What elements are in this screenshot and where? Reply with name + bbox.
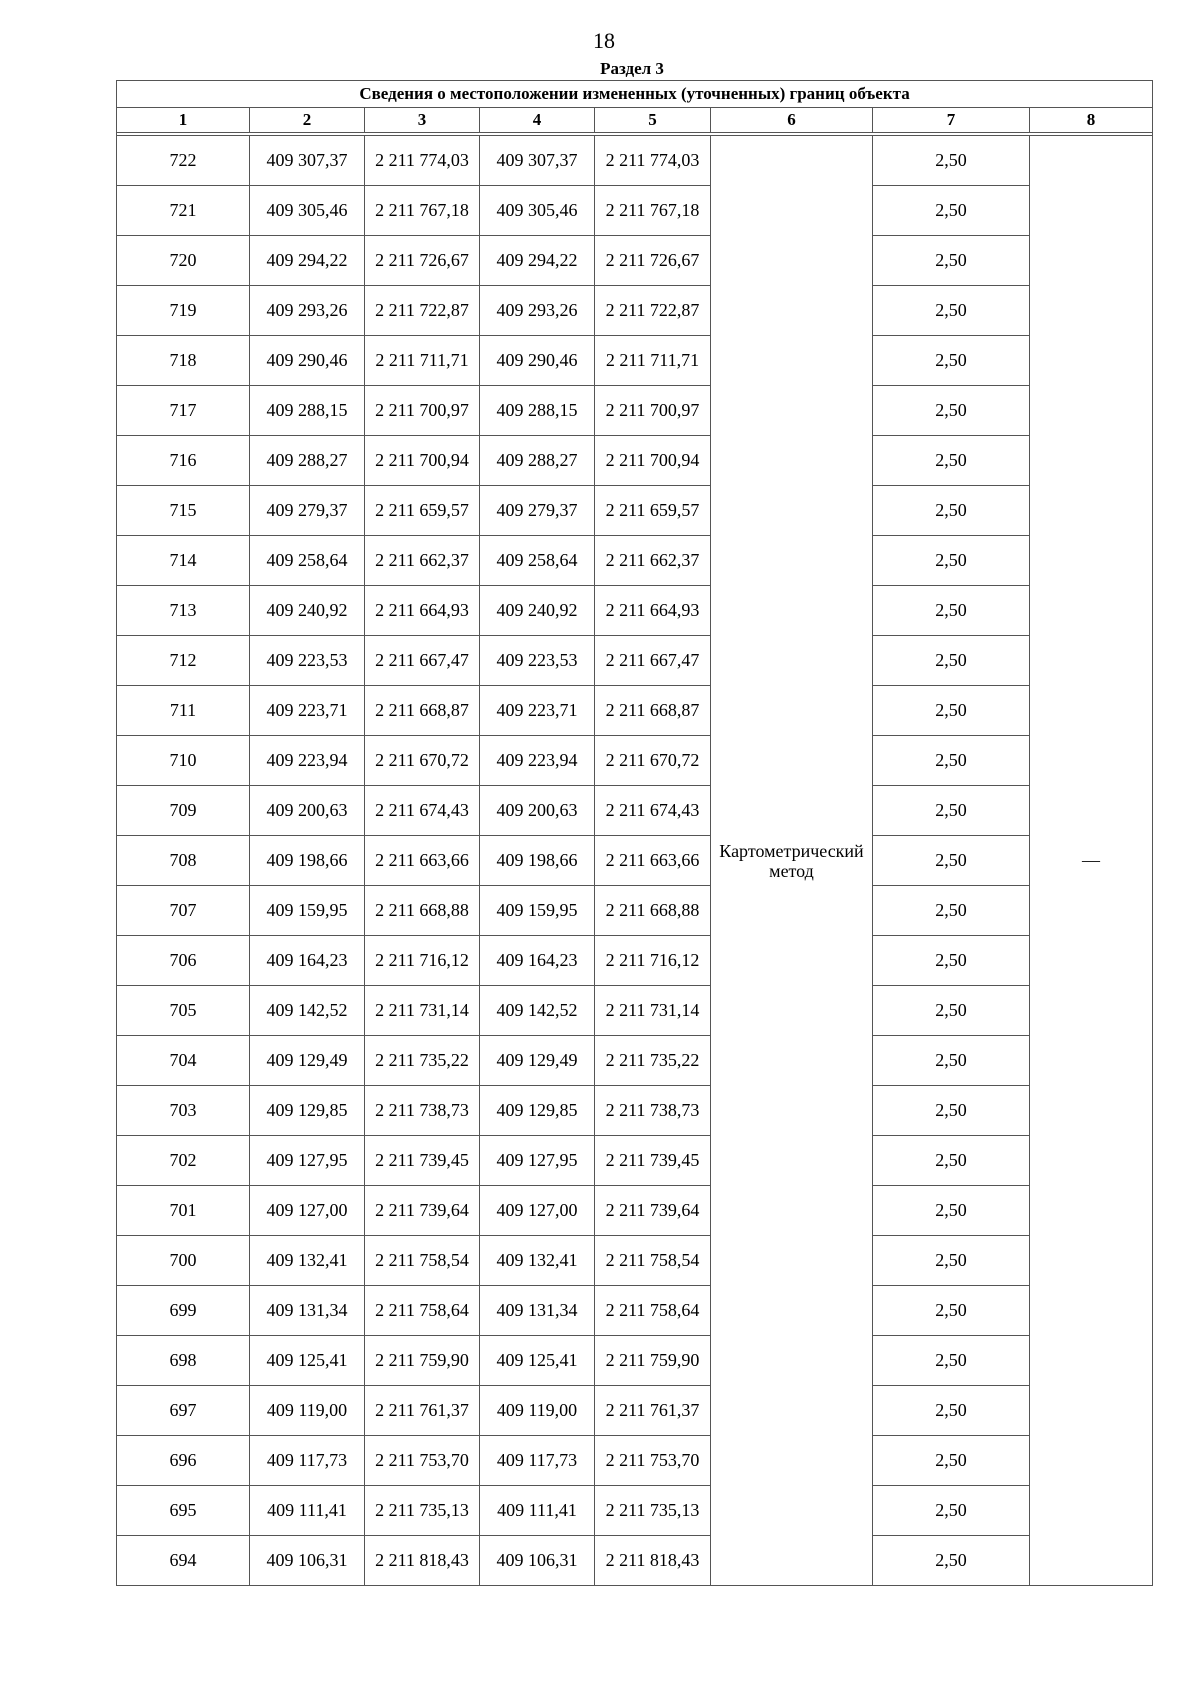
accuracy-cell: 2,50	[873, 1286, 1030, 1336]
y-existing-cell: 2 211 767,18	[365, 186, 480, 236]
x-existing-cell: 409 125,41	[250, 1336, 365, 1386]
accuracy-cell: 2,50	[873, 336, 1030, 386]
y-existing-cell: 2 211 758,64	[365, 1286, 480, 1336]
y-existing-cell: 2 211 738,73	[365, 1086, 480, 1136]
table-row	[117, 536, 1153, 586]
table-row	[117, 736, 1153, 786]
x-existing-cell: 409 240,92	[250, 586, 365, 636]
y-existing-cell: 2 211 662,37	[365, 536, 480, 586]
x-new-cell: 409 119,00	[480, 1386, 595, 1436]
x-existing-cell: 409 119,00	[250, 1386, 365, 1436]
accuracy-cell: 2,50	[873, 1086, 1030, 1136]
x-new-cell: 409 223,71	[480, 686, 595, 736]
y-new-cell: 2 211 700,97	[595, 386, 711, 436]
accuracy-cell: 2,50	[873, 286, 1030, 336]
point-number-cell: 711	[117, 686, 250, 736]
point-number-cell: 720	[117, 236, 250, 286]
y-new-cell: 2 211 761,37	[595, 1386, 711, 1436]
x-new-cell: 409 258,64	[480, 536, 595, 586]
accuracy-cell: 2,50	[873, 786, 1030, 836]
table-row	[117, 1286, 1153, 1336]
table-row	[117, 936, 1153, 986]
x-new-cell: 409 127,00	[480, 1186, 595, 1236]
point-number-cell: 694	[117, 1536, 250, 1586]
column-header: 3	[365, 108, 480, 133]
x-new-cell: 409 159,95	[480, 886, 595, 936]
point-number-cell: 718	[117, 336, 250, 386]
x-existing-cell: 409 131,34	[250, 1286, 365, 1336]
y-new-cell: 2 211 735,13	[595, 1486, 711, 1536]
x-new-cell: 409 223,53	[480, 636, 595, 686]
accuracy-cell: 2,50	[873, 736, 1030, 786]
y-new-cell: 2 211 670,72	[595, 736, 711, 786]
table-row	[117, 1536, 1153, 1586]
y-new-cell: 2 211 659,57	[595, 486, 711, 536]
y-existing-cell: 2 211 667,47	[365, 636, 480, 686]
table-row	[117, 1036, 1153, 1086]
page-number: 18	[593, 28, 615, 53]
table-row	[117, 686, 1153, 736]
y-new-cell: 2 211 731,14	[595, 986, 711, 1036]
y-existing-cell: 2 211 726,67	[365, 236, 480, 286]
table-row	[117, 1136, 1153, 1186]
y-existing-cell: 2 211 753,70	[365, 1436, 480, 1486]
point-number-cell: 706	[117, 936, 250, 986]
accuracy-cell: 2,50	[873, 586, 1030, 636]
accuracy-cell: 2,50	[873, 686, 1030, 736]
table-row	[117, 286, 1153, 336]
x-existing-cell: 409 129,85	[250, 1086, 365, 1136]
table-row	[117, 1486, 1153, 1536]
y-existing-cell: 2 211 774,03	[365, 136, 480, 186]
x-new-cell: 409 164,23	[480, 936, 595, 986]
x-new-cell: 409 240,92	[480, 586, 595, 636]
point-number-cell: 705	[117, 986, 250, 1036]
y-existing-cell: 2 211 711,71	[365, 336, 480, 386]
table-row	[117, 436, 1153, 486]
y-new-cell: 2 211 739,64	[595, 1186, 711, 1236]
y-new-cell: 2 211 758,64	[595, 1286, 711, 1336]
x-existing-cell: 409 106,31	[250, 1536, 365, 1586]
accuracy-cell: 2,50	[873, 186, 1030, 236]
point-number-cell: 722	[117, 136, 250, 186]
point-number-cell: 696	[117, 1436, 250, 1486]
y-new-cell: 2 211 774,03	[595, 136, 711, 186]
y-new-cell: 2 211 735,22	[595, 1036, 711, 1086]
column-header: 2	[250, 108, 365, 133]
point-number-cell: 702	[117, 1136, 250, 1186]
y-existing-cell: 2 211 668,87	[365, 686, 480, 736]
x-existing-cell: 409 159,95	[250, 886, 365, 936]
x-existing-cell: 409 279,37	[250, 486, 365, 536]
accuracy-cell: 2,50	[873, 1186, 1030, 1236]
x-new-cell: 409 111,41	[480, 1486, 595, 1536]
point-number-cell: 714	[117, 536, 250, 586]
accuracy-cell: 2,50	[873, 636, 1030, 686]
point-number-cell: 704	[117, 1036, 250, 1086]
x-existing-cell: 409 293,26	[250, 286, 365, 336]
x-new-cell: 409 294,22	[480, 236, 595, 286]
x-new-cell: 409 279,37	[480, 486, 595, 536]
table-row	[117, 1436, 1153, 1486]
table-row	[117, 886, 1153, 936]
x-new-cell: 409 288,15	[480, 386, 595, 436]
point-number-cell: 701	[117, 1186, 250, 1236]
y-existing-cell: 2 211 739,45	[365, 1136, 480, 1186]
y-new-cell: 2 211 711,71	[595, 336, 711, 386]
x-existing-cell: 409 290,46	[250, 336, 365, 386]
y-existing-cell: 2 211 668,88	[365, 886, 480, 936]
point-number-cell: 719	[117, 286, 250, 336]
accuracy-cell: 2,50	[873, 1036, 1030, 1086]
x-existing-cell: 409 200,63	[250, 786, 365, 836]
y-new-cell: 2 211 767,18	[595, 186, 711, 236]
accuracy-cell: 2,50	[873, 386, 1030, 436]
x-new-cell: 409 125,41	[480, 1336, 595, 1386]
y-new-cell: 2 211 668,88	[595, 886, 711, 936]
accuracy-cell: 2,50	[873, 236, 1030, 286]
x-new-cell: 409 293,26	[480, 286, 595, 336]
table-row	[117, 986, 1153, 1036]
accuracy-cell: 2,50	[873, 136, 1030, 186]
point-number-cell: 708	[117, 836, 250, 886]
x-new-cell: 409 129,85	[480, 1086, 595, 1136]
table-row	[117, 236, 1153, 286]
accuracy-cell: 2,50	[873, 1386, 1030, 1436]
point-number-cell: 713	[117, 586, 250, 636]
table-row	[117, 186, 1153, 236]
table-row	[117, 636, 1153, 686]
x-new-cell: 409 127,95	[480, 1136, 595, 1186]
point-number-cell: 709	[117, 786, 250, 836]
point-number-cell: 697	[117, 1386, 250, 1436]
x-existing-cell: 409 142,52	[250, 986, 365, 1036]
y-existing-cell: 2 211 735,22	[365, 1036, 480, 1086]
x-new-cell: 409 142,52	[480, 986, 595, 1036]
column-header: 7	[873, 108, 1030, 133]
point-number-cell: 712	[117, 636, 250, 686]
accuracy-cell: 2,50	[873, 486, 1030, 536]
y-new-cell: 2 211 700,94	[595, 436, 711, 486]
y-new-cell: 2 211 667,47	[595, 636, 711, 686]
x-existing-cell: 409 258,64	[250, 536, 365, 586]
x-existing-cell: 409 127,00	[250, 1186, 365, 1236]
x-new-cell: 409 305,46	[480, 186, 595, 236]
x-existing-cell: 409 305,46	[250, 186, 365, 236]
point-number-cell: 703	[117, 1086, 250, 1136]
x-existing-cell: 409 111,41	[250, 1486, 365, 1536]
y-existing-cell: 2 211 735,13	[365, 1486, 480, 1536]
accuracy-cell: 2,50	[873, 536, 1030, 586]
point-number-cell: 716	[117, 436, 250, 486]
point-number-cell: 707	[117, 886, 250, 936]
y-existing-cell: 2 211 664,93	[365, 586, 480, 636]
table-caption: Сведения о местоположении измененных (уточненных) границ объекта	[117, 81, 1153, 108]
y-new-cell: 2 211 818,43	[595, 1536, 711, 1586]
table-row	[117, 136, 1153, 186]
accuracy-cell: 2,50	[873, 1536, 1030, 1586]
accuracy-cell: 2,50	[873, 1436, 1030, 1486]
x-existing-cell: 409 288,27	[250, 436, 365, 486]
x-existing-cell: 409 288,15	[250, 386, 365, 436]
accuracy-cell: 2,50	[873, 436, 1030, 486]
method-cell: Картометрический метод	[711, 136, 873, 1586]
table-body	[117, 136, 1153, 1586]
table-row	[117, 486, 1153, 536]
table-row	[117, 1186, 1153, 1236]
y-existing-cell: 2 211 674,43	[365, 786, 480, 836]
accuracy-cell: 2,50	[873, 936, 1030, 986]
column-header: 4	[480, 108, 595, 133]
column-header: 5	[595, 108, 711, 133]
y-new-cell: 2 211 722,87	[595, 286, 711, 336]
point-number-cell: 698	[117, 1336, 250, 1386]
boundary-coordinates-table	[116, 80, 1153, 1586]
y-existing-cell: 2 211 758,54	[365, 1236, 480, 1286]
table-row	[117, 836, 1153, 886]
x-new-cell: 409 307,37	[480, 136, 595, 186]
x-existing-cell: 409 117,73	[250, 1436, 365, 1486]
y-new-cell: 2 211 753,70	[595, 1436, 711, 1486]
y-existing-cell: 2 211 659,57	[365, 486, 480, 536]
x-new-cell: 409 198,66	[480, 836, 595, 886]
y-existing-cell: 2 211 818,43	[365, 1536, 480, 1586]
accuracy-cell: 2,50	[873, 986, 1030, 1036]
y-new-cell: 2 211 662,37	[595, 536, 711, 586]
point-number-cell: 721	[117, 186, 250, 236]
y-new-cell: 2 211 758,54	[595, 1236, 711, 1286]
x-existing-cell: 409 307,37	[250, 136, 365, 186]
point-number-cell: 710	[117, 736, 250, 786]
x-new-cell: 409 290,46	[480, 336, 595, 386]
y-existing-cell: 2 211 722,87	[365, 286, 480, 336]
x-existing-cell: 409 223,71	[250, 686, 365, 736]
accuracy-cell: 2,50	[873, 1486, 1030, 1536]
table-row	[117, 1386, 1153, 1436]
y-new-cell: 2 211 716,12	[595, 936, 711, 986]
y-new-cell: 2 211 739,45	[595, 1136, 711, 1186]
y-existing-cell: 2 211 761,37	[365, 1386, 480, 1436]
table-row	[117, 386, 1153, 436]
table-row	[117, 1086, 1153, 1136]
point-number-cell: 715	[117, 486, 250, 536]
point-number-cell: 700	[117, 1236, 250, 1286]
accuracy-cell: 2,50	[873, 886, 1030, 936]
table-row	[117, 586, 1153, 636]
column-header: 6	[711, 108, 873, 133]
y-existing-cell: 2 211 759,90	[365, 1336, 480, 1386]
column-header: 1	[117, 108, 250, 133]
y-existing-cell: 2 211 739,64	[365, 1186, 480, 1236]
x-existing-cell: 409 294,22	[250, 236, 365, 286]
y-new-cell: 2 211 759,90	[595, 1336, 711, 1386]
y-existing-cell: 2 211 700,97	[365, 386, 480, 436]
x-existing-cell: 409 127,95	[250, 1136, 365, 1186]
table-row	[117, 786, 1153, 836]
x-existing-cell: 409 223,53	[250, 636, 365, 686]
y-new-cell: 2 211 674,43	[595, 786, 711, 836]
table-row	[117, 336, 1153, 386]
y-new-cell: 2 211 738,73	[595, 1086, 711, 1136]
y-new-cell: 2 211 668,87	[595, 686, 711, 736]
x-new-cell: 409 132,41	[480, 1236, 595, 1286]
x-new-cell: 409 106,31	[480, 1536, 595, 1586]
accuracy-cell: 2,50	[873, 1236, 1030, 1286]
y-new-cell: 2 211 663,66	[595, 836, 711, 886]
x-existing-cell: 409 164,23	[250, 936, 365, 986]
x-new-cell: 409 131,34	[480, 1286, 595, 1336]
x-new-cell: 409 200,63	[480, 786, 595, 836]
y-existing-cell: 2 211 716,12	[365, 936, 480, 986]
y-new-cell: 2 211 726,67	[595, 236, 711, 286]
table-row	[117, 1236, 1153, 1286]
table-row	[117, 1336, 1153, 1386]
y-existing-cell: 2 211 663,66	[365, 836, 480, 886]
column-header: 8	[1030, 108, 1153, 133]
y-existing-cell: 2 211 731,14	[365, 986, 480, 1036]
y-new-cell: 2 211 664,93	[595, 586, 711, 636]
column8-cell: —	[1030, 136, 1153, 1586]
x-new-cell: 409 129,49	[480, 1036, 595, 1086]
x-new-cell: 409 223,94	[480, 736, 595, 786]
accuracy-cell: 2,50	[873, 836, 1030, 886]
section-title: Раздел 3	[600, 59, 664, 78]
x-new-cell: 409 288,27	[480, 436, 595, 486]
accuracy-cell: 2,50	[873, 1136, 1030, 1186]
y-existing-cell: 2 211 700,94	[365, 436, 480, 486]
x-existing-cell: 409 132,41	[250, 1236, 365, 1286]
x-new-cell: 409 117,73	[480, 1436, 595, 1486]
point-number-cell: 717	[117, 386, 250, 436]
y-existing-cell: 2 211 670,72	[365, 736, 480, 786]
accuracy-cell: 2,50	[873, 1336, 1030, 1386]
point-number-cell: 699	[117, 1286, 250, 1336]
x-existing-cell: 409 223,94	[250, 736, 365, 786]
x-existing-cell: 409 129,49	[250, 1036, 365, 1086]
point-number-cell: 695	[117, 1486, 250, 1536]
x-existing-cell: 409 198,66	[250, 836, 365, 886]
